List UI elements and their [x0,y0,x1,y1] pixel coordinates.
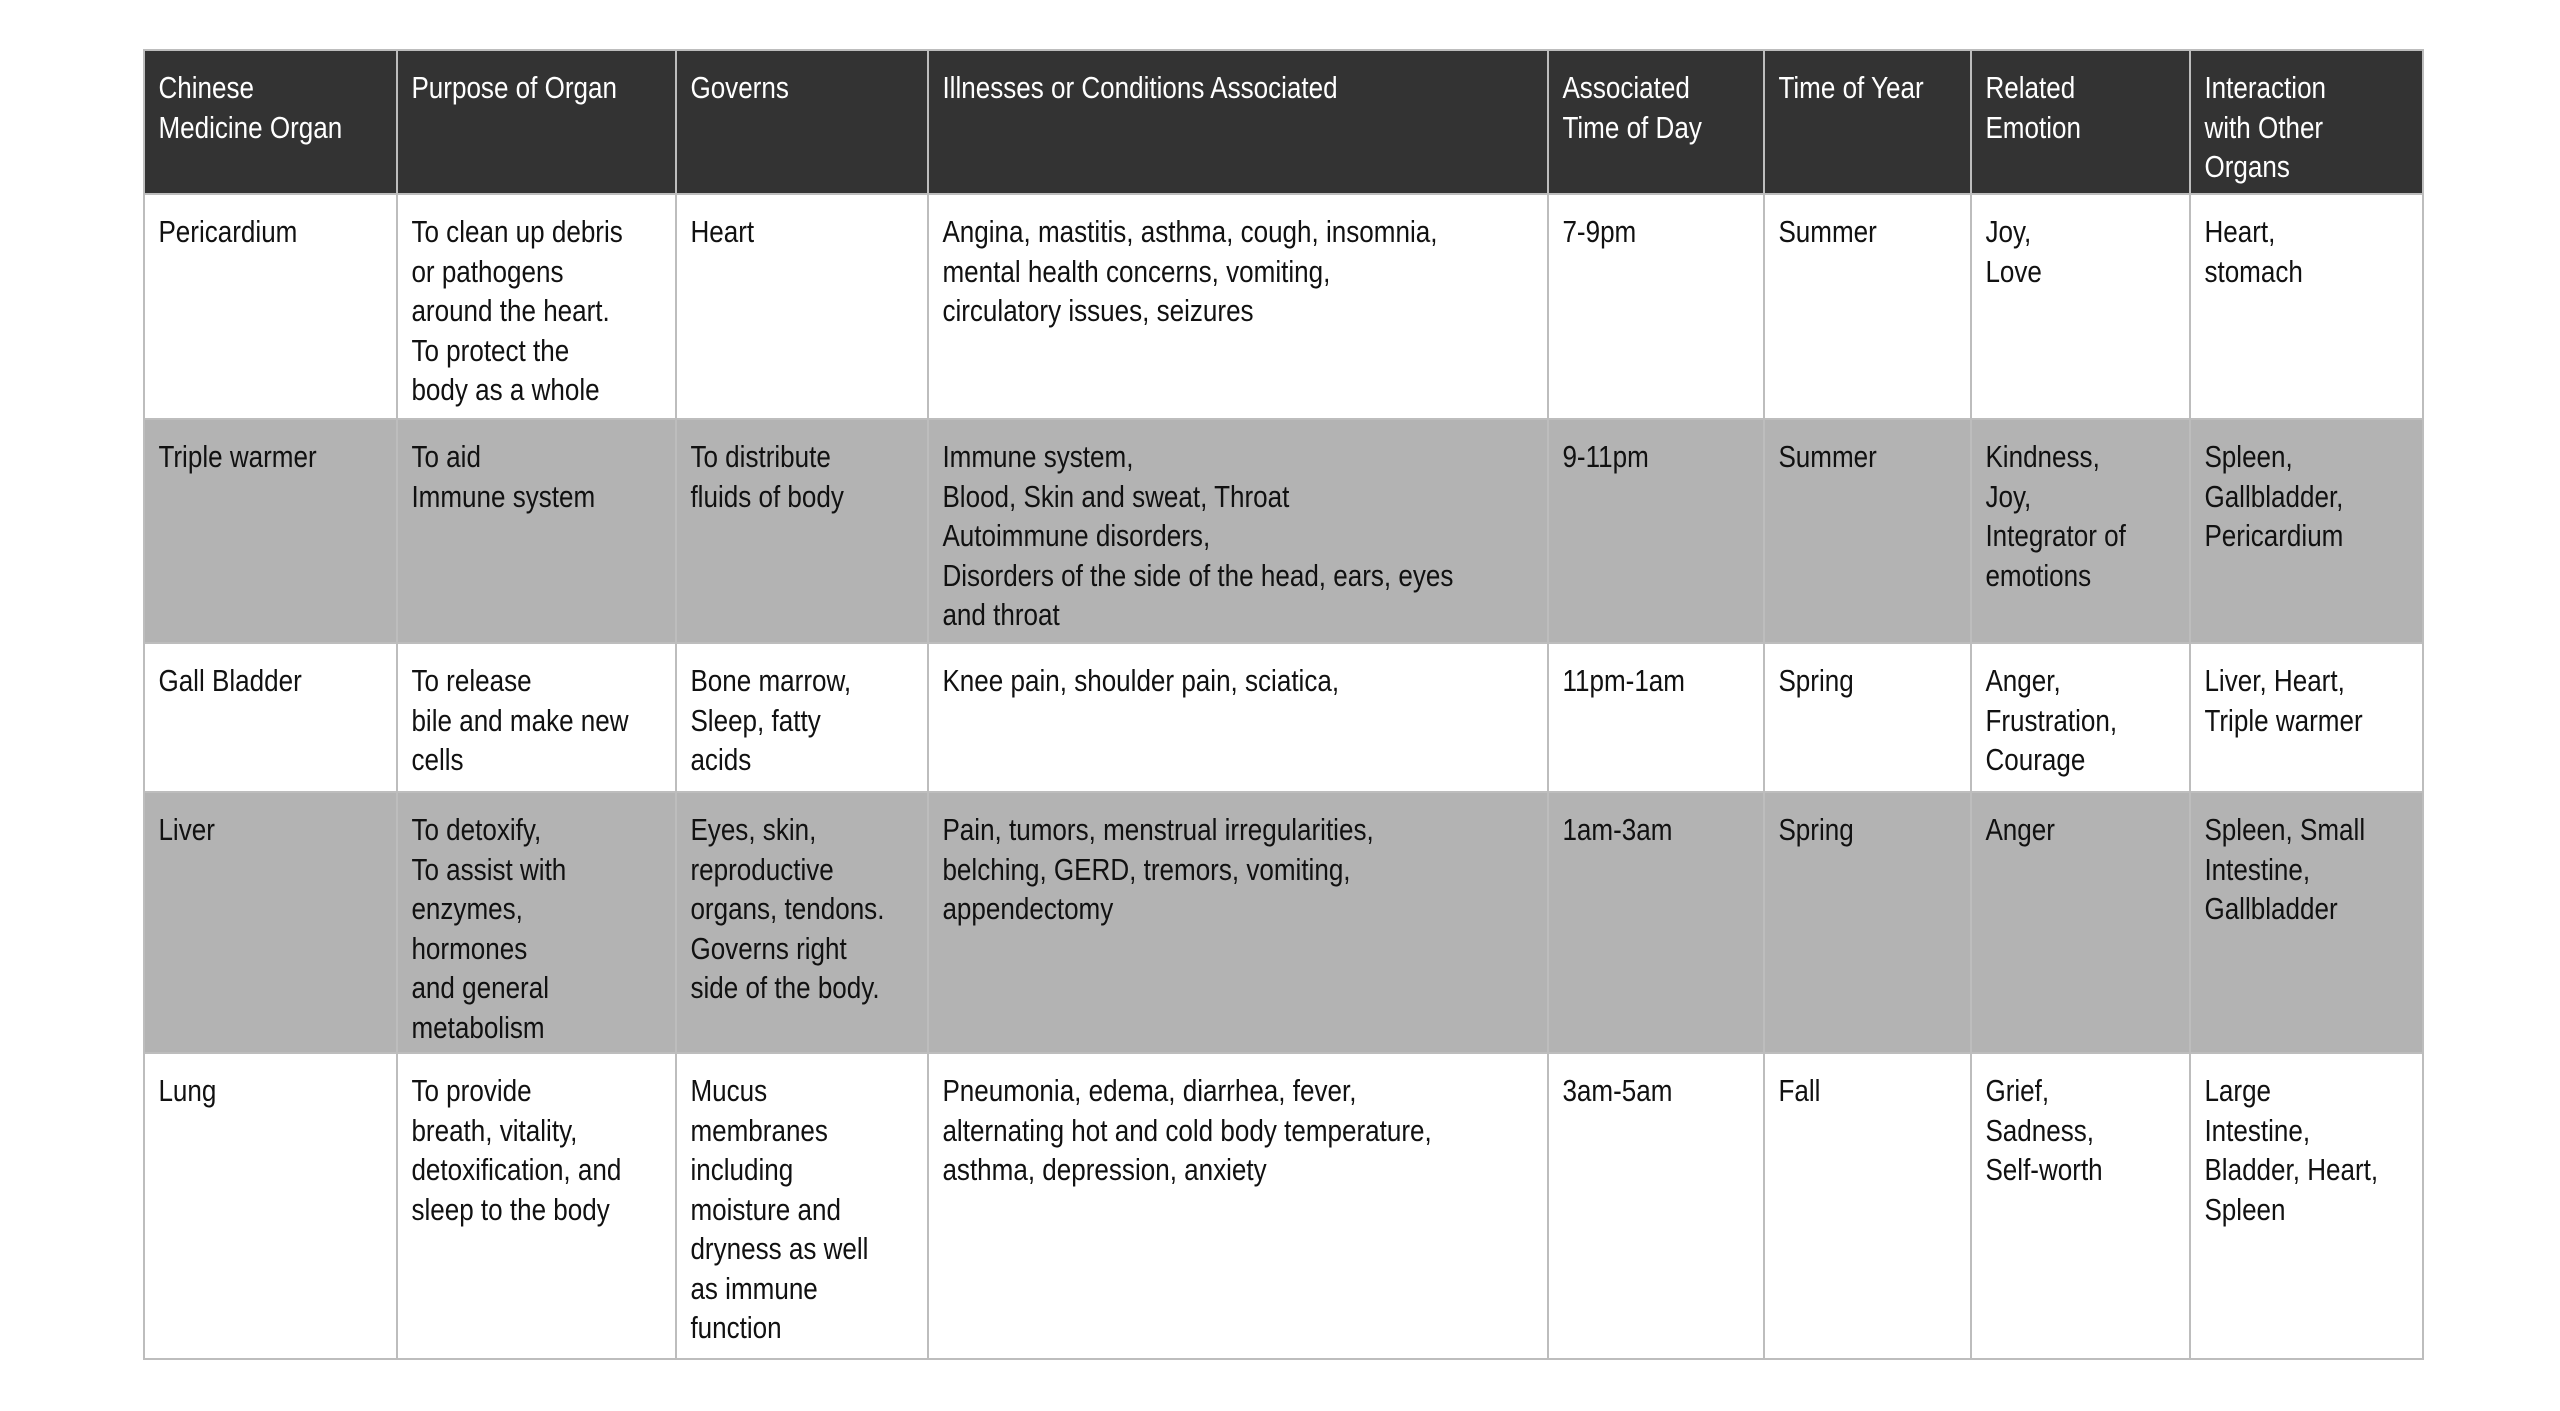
header-purpose [397,50,676,194]
cell-time-of-day [1548,1053,1764,1359]
cell-text: Pericardium [158,214,298,249]
header-label: Time of Year [1778,70,1924,105]
cell-text: To detoxify, To assist with enzymes, hormones and general metabolism [411,812,567,1045]
cell-illnesses [928,194,1548,419]
cell-organ [144,1053,397,1359]
cell-text: Eyes, skin, reproductive organs, tendons. Governs right side of the body. [690,812,885,1005]
cell-text: Pneumonia, edema, diarrhea, fever, alternating hot and cold body temperature, asthma, depression, anxiety [942,1073,1432,1187]
cell-text: Spleen, Gallbladder, Pericardium [2204,439,2344,553]
cell-text: 11pm-1am [1562,663,1685,698]
cell-text: To clean up debris or pathogens around the heart. To protect the body as a whole [411,214,623,407]
cell-text: Liver, Heart, Triple warmer [2204,663,2363,738]
cell-organ [144,643,397,792]
cell-text: Lung [158,1073,217,1108]
cell-text: Summer [1778,439,1877,474]
cell-text: To aid Immune system [411,439,596,514]
cell-time-of-day [1548,792,1764,1053]
cell-text: Anger, Frustration, Courage [1985,663,2118,777]
cell-text: Gall Bladder [158,663,302,698]
cell-text: Mucus membranes including moisture and dryness as well as immune function [690,1073,869,1345]
chinese-medicine-organ-table [143,49,2424,1360]
cell-governs [676,792,928,1053]
cell-text: Angina, mastitis, asthma, cough, insomnia, mental health concerns, vomiting, circulatory issues, seizures [942,214,1438,328]
header-label: Illnesses or Conditions Associated [942,70,1338,105]
cell-text: Grief, Sadness, Self-worth [1985,1073,2103,1187]
cell-text: 1am-3am [1562,812,1673,847]
cell-purpose [397,643,676,792]
cell-purpose [397,419,676,643]
table-row-pericardium [144,194,2423,419]
cell-text: Kindness, Joy, Integrator of emotions [1985,439,2126,593]
header-row [144,50,2423,194]
cell-governs [676,1053,928,1359]
table-row-triple-warmer [144,419,2423,643]
cell-text: Bone marrow, Sleep, fatty acids [690,663,852,777]
header-illnesses [928,50,1548,194]
cell-interaction [2190,419,2423,643]
cell-interaction [2190,1053,2423,1359]
cell-governs [676,194,928,419]
cell-purpose [397,792,676,1053]
cell-text: Knee pain, shoulder pain, sciatica, [942,663,1340,698]
cell-time-of-day [1548,194,1764,419]
cell-governs [676,419,928,643]
cell-text: Heart, stomach [2204,214,2303,289]
cell-text: Spring [1778,663,1854,698]
header-time-of-day [1548,50,1764,194]
cell-time-of-year [1764,1053,1971,1359]
cell-time-of-year [1764,194,1971,419]
header-label: Governs [690,70,789,105]
cell-purpose [397,1053,676,1359]
cell-text: Summer [1778,214,1877,249]
cell-interaction [2190,194,2423,419]
header-label: Associated Time of Day [1562,70,1702,145]
cell-organ [144,792,397,1053]
header-label: Related Emotion [1985,70,2081,145]
cell-emotion [1971,643,2190,792]
cell-text: Heart [690,214,755,249]
header-label: Interaction with Other Organs [2204,70,2327,184]
cell-time-of-year [1764,792,1971,1053]
table-row-gall-bladder [144,643,2423,792]
cell-organ [144,419,397,643]
cell-text: Anger [1985,812,2055,847]
header-governs [676,50,928,194]
cell-interaction [2190,792,2423,1053]
cell-text: Spring [1778,812,1854,847]
cell-text: To distribute fluids of body [690,439,844,514]
header-organ [144,50,397,194]
cell-text: 7-9pm [1562,214,1637,249]
cell-text: Triple warmer [158,439,317,474]
cell-text: Immune system, Blood, Skin and sweat, Throat Autoimmune disorders, Disorders of the side of the head, ears, eyes and throat [942,439,1454,632]
cell-text: Pain, tumors, menstrual irregularities, belching, GERD, tremors, vomiting, appendectomy [942,812,1374,926]
cell-text: To release bile and make new cells [411,663,629,777]
header-emotion [1971,50,2190,194]
cell-time-of-day [1548,419,1764,643]
cell-interaction [2190,643,2423,792]
table-row-lung [144,1053,2423,1359]
cell-text: Large Intestine, Bladder, Heart, Spleen [2204,1073,2379,1227]
header-interaction [2190,50,2423,194]
cell-text: Liver [158,812,215,847]
cell-time-of-year [1764,419,1971,643]
cell-purpose [397,194,676,419]
cell-governs [676,643,928,792]
table-row-liver [144,792,2423,1053]
cell-text: To provide breath, vitality, detoxification, and sleep to the body [411,1073,622,1227]
cell-illnesses [928,1053,1548,1359]
cell-illnesses [928,419,1548,643]
cell-text: 9-11pm [1562,439,1649,474]
cell-time-of-year [1764,643,1971,792]
cell-text: Spleen, Small Intestine, Gallbladder [2204,812,2366,926]
header-time-of-year [1764,50,1971,194]
cell-emotion [1971,419,2190,643]
cell-emotion [1971,1053,2190,1359]
header-label: Purpose of Organ [411,70,617,105]
cell-illnesses [928,643,1548,792]
cell-organ [144,194,397,419]
cell-illnesses [928,792,1548,1053]
header-label: Chinese Medicine Organ [158,70,343,145]
cell-emotion [1971,194,2190,419]
cell-text: Fall [1778,1073,1821,1108]
cell-emotion [1971,792,2190,1053]
cell-text: Joy, Love [1985,214,2042,289]
cell-time-of-day [1548,643,1764,792]
cell-text: 3am-5am [1562,1073,1673,1108]
